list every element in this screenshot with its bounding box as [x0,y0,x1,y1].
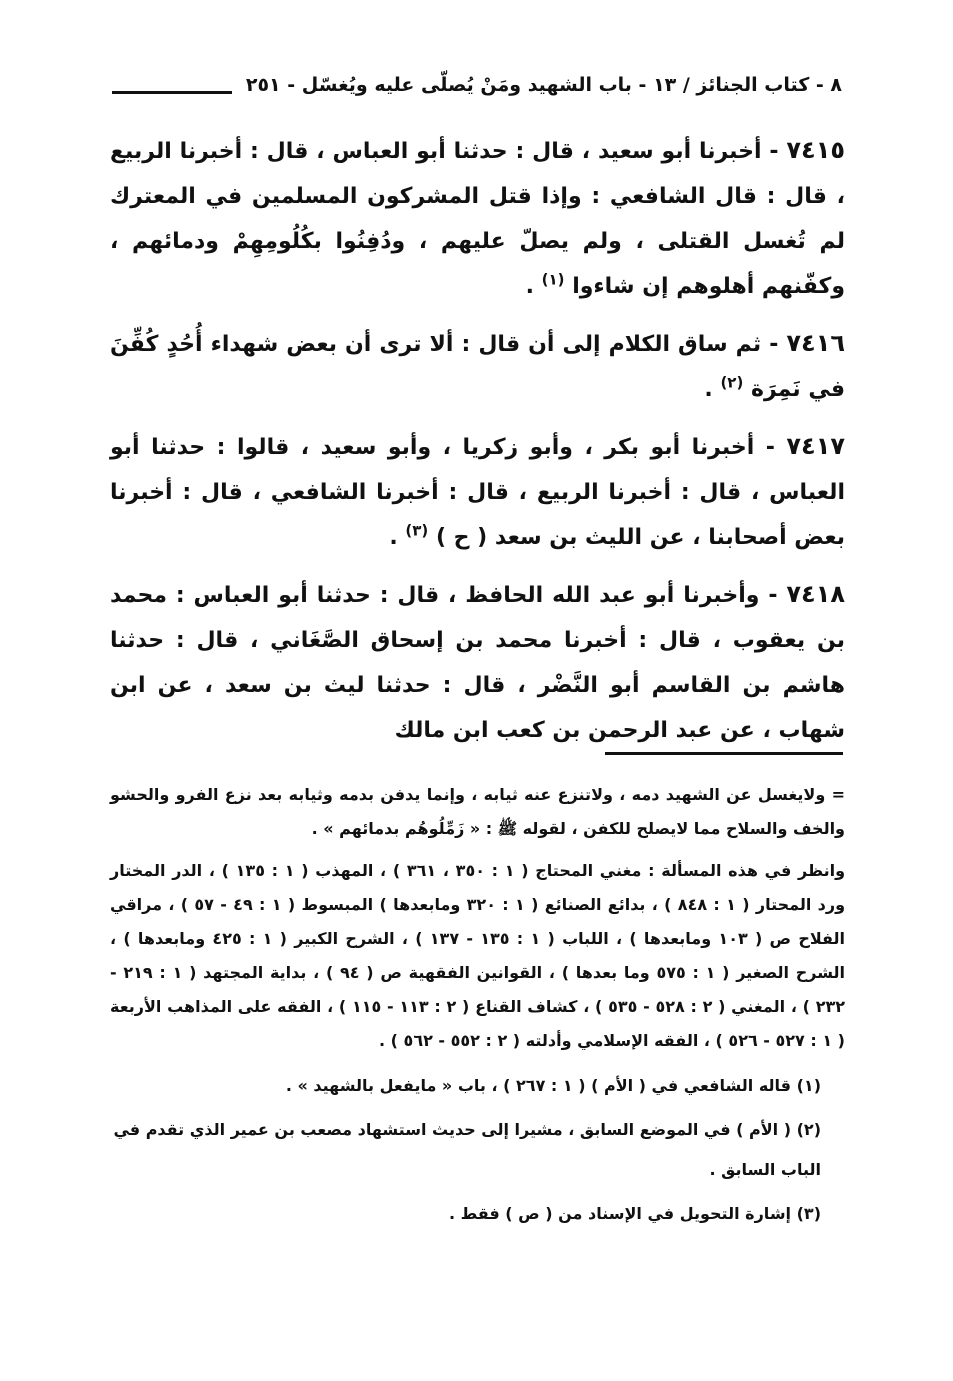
footnote-1: (١) قاله الشافعي في ( الأم ) ( ١ : ٢٦٧ ) ، باب « مايفعل بالشهيد » . [285,1076,821,1095]
hadith-text: ثم ساق الكلام إلى أن قال : ألا ترى أن بعض شهداء أُحُدٍ كُفِّنَ في نَمِرَة [110,332,845,402]
header-title: ٨ - كتاب الجنائز / ١٣ - باب الشهيد ومَنْ يُصلّى عليه ويُغسّل - ٢٥١ [245,74,842,96]
footnotes [110,778,845,1238]
hadith-dash: - [759,583,778,608]
hadith-paragraph [110,424,845,560]
header-rule [112,91,232,94]
hadith-text: أخبرنا أبو بكر ، وأبو زكريا ، وأبو سعيد ، قالوا : حدثنا أبو العباس ، قال : أخبرنا الربيع ، قال : أخبرنا الشافعي ، قال : أخبرنا بعض أصحابنا ، عن الليث بن سعد ( ح ) [110,435,845,550]
footnote-reference: (٣) [405,521,429,540]
hadith-dash: - [754,435,775,460]
footnote-references: وانظر في هذه المسألة : مغني المحتاج ( ١ : ٣٥٠ ، ٣٦١ ) ، المهذب ( ١ : ١٣٥ ) ، الدر المختار ورد المحتار ( ١ : ٨٤٨ ) ، بدائع الصنائع ( ١ : ٣٢٠ ومابعدها ) المبسوط ( ١ : ٤٩ - ٥٧ ) ، مراقي الفلاح ص ( ١٠٣ ومابعدها ) ، اللباب ( ١ : ١٣٥ - ١٣٧ ) ، الشرح الكبير ( ١ : ٤٢٥ ومابعدها ) ، الشرح الصغير ( ١ : ٥٧٥ وما بعدها ) ، القوانين الفقهية ص ( ٩٤ ) ، بداية المجتهد ( ١ : ٢١٩ - ٢٣٢ ) ، المغني ( ٢ : ٥٢٨ - ٥٣٥ ) ، كشاف القناع ( ٢ : ١١٣ - ١١٥ ) ، الفقه على المذاهب الأربعة ( ١ : ٥٢٧ - ٥٢٦ ) ، الفقه الإسلامي وأدلته ( ٢ : ٥٥٢ - ٥٦٢ ) . [110,861,846,1050]
hadith-ending: . [389,525,398,550]
hadith-number: ٧٤١٥ [786,136,845,164]
hadith-text: وأخبرنا أبو عبد الله الحافظ ، قال : حدثنا أبو العباس : محمد بن يعقوب ، قال : أخبرنا محمد بن إسحاق الصَّغَاني ، قال : حدثنا هاشم بن القاسم أبو النَّضْر ، قال : حدثنا ليث بن سعد ، عن ابن شهاب ، عن عبد الرحمن بن كعب ابن مالك [110,583,845,743]
hadith-paragraph [110,572,845,753]
hadith-dash: - [761,332,779,357]
hadith-number: ٧٤١٦ [786,329,845,357]
hadith-ending: . [704,377,713,402]
footnote-continuation: = ولايغسل عن الشهيد دمه ، ولاتنزع عنه ثيابه ، وإنما يدفن بدمه وثيابه بعد نزع الفرو والحشو والخف والسلاح مما لايصلح للكفن ، لقوله ﷺ : « زَمِّلُوهُم بدمائهم » . [110,785,845,838]
footnote-reference: (١) [541,270,565,289]
hadith-paragraph [110,128,845,309]
hadith-text: أخبرنا أبو سعيد ، قال : حدثنا أبو العباس ، قال : أخبرنا الربيع ، قال : قال الشافعي : وإذا قتل المشركون المسلمين في المعترك لم تُغسل القتلى ، ولم يصلّ عليهم ، ودُفِنُوا بكُلُومِهِمْ ودمائهم ، وكفّنهم أهلوهم إن شاءوا [110,139,845,299]
hadith-paragraph [110,321,845,412]
footnote-3: (٣) إشارة التحويل في الإسناد من ( ص ) فقط . [448,1204,821,1223]
running-header [112,68,842,102]
hadith-ending: . [525,274,534,299]
hadith-dash: - [761,139,779,164]
hadith-number: ٧٤١٧ [786,432,845,460]
footnote-2: (٢) ( الأم ) في الموضع السابق ، مشيرا إلى حديث استشهاد مصعب بن عمير الذي تقدم في الباب السابق . [113,1120,821,1179]
hadith-number: ٧٤١٨ [786,580,845,608]
footnote-separator [605,752,843,755]
footnote-reference: (٢) [720,373,744,392]
main-text [110,128,845,765]
